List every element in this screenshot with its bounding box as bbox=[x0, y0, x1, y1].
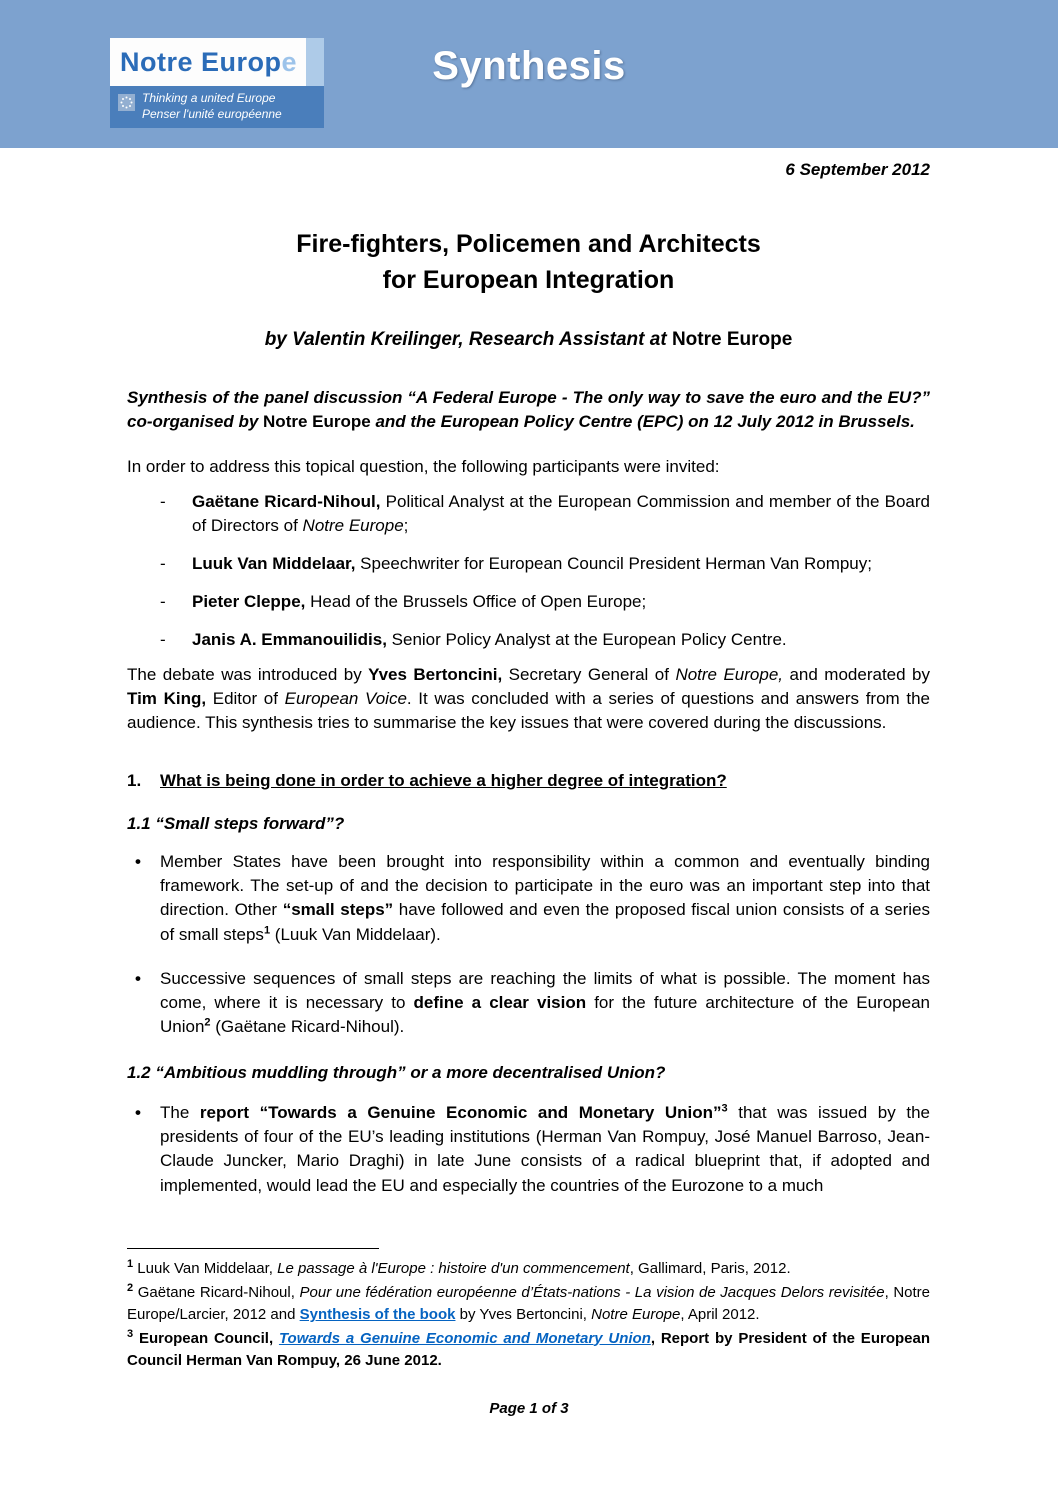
bullet-run: (Luuk Van Middelaar). bbox=[270, 924, 441, 944]
participant-item bbox=[127, 552, 930, 576]
logo-brand-main: Notre Europ bbox=[120, 46, 282, 77]
bullet-run: (Gaëtane Ricard-Nihoul). bbox=[210, 1016, 405, 1036]
debate-name-king: Tim King, bbox=[127, 688, 207, 708]
debate-paragraph bbox=[127, 663, 930, 735]
footnote-2 bbox=[127, 1282, 930, 1327]
participant-item bbox=[127, 590, 930, 614]
bullet-run: have followed and even the proposed fiscal union consists of a series of small steps bbox=[160, 900, 930, 944]
participant-item bbox=[127, 628, 930, 652]
footnote-book-title: Pour une fédération européenne d’États-nations - La vision de Jacques Delors revisitée bbox=[299, 1283, 885, 1301]
footnote-link-synthesis-of-the-book[interactable]: Synthesis of the book bbox=[299, 1306, 456, 1323]
participant-name: Pieter Cleppe, bbox=[192, 592, 306, 612]
list-dash: - bbox=[160, 491, 166, 511]
logo-brand-e: e bbox=[281, 46, 298, 77]
bullet-marker: • bbox=[135, 1103, 141, 1123]
participants-list bbox=[127, 490, 930, 653]
debate-org: Notre Europe, bbox=[675, 664, 784, 684]
footnote-run: by Yves Bertoncini, bbox=[455, 1306, 592, 1323]
document-body bbox=[0, 158, 1058, 1198]
bullet-item-report bbox=[127, 1101, 930, 1198]
bullet-run: Successive sequences of small steps are reaching the limits of what is possible. The moment has come, where it is necessary to bbox=[160, 968, 930, 1012]
intro-paragraph: In order to address this topical question, the following participants were invited: bbox=[127, 456, 720, 476]
footnote-run: Gaëtane Ricard-Nihoul, bbox=[133, 1283, 300, 1301]
footnote-run: , Report by President of the European Council Herman Van Rompuy, 26 June 2012. bbox=[127, 1329, 930, 1369]
bullet-marker: • bbox=[135, 852, 141, 872]
footnotes-section bbox=[127, 1248, 930, 1373]
panel-run-1: Synthesis of the panel discussion “A Federal Europe - The only way to save the euro and the EU?” co-organised by bbox=[127, 387, 930, 431]
document-type-title: Synthesis bbox=[432, 44, 626, 88]
document-title-line1: Fire-fighters, Policemen and Architects bbox=[296, 230, 761, 259]
participant-end: ; bbox=[403, 516, 409, 536]
debate-run: Secretary General of bbox=[502, 664, 676, 684]
byline-text: by Valentin Kreilinger, Research Assistant at bbox=[264, 328, 672, 350]
section-1-heading bbox=[127, 769, 930, 793]
header-banner bbox=[0, 0, 1058, 148]
footnote-ref-1: 1 bbox=[263, 923, 271, 936]
bullet-run: Member States have been brought into responsibility within a common and eventually binding framework. The set-up of and the decision to participate in the euro was an important step into that direction. Other bbox=[160, 852, 930, 920]
participant-role: Senior Policy Analyst at the European Policy Centre. bbox=[386, 630, 787, 650]
participant-org: Notre Europe bbox=[302, 516, 404, 536]
footnote-1-number: 1 bbox=[127, 1258, 134, 1270]
document-title bbox=[127, 226, 930, 299]
participant-role: Political Analyst at the European Commission and member of the Board of Directors of bbox=[192, 491, 930, 536]
footnote-run: , Notre Europe/Larcier, 2012 and bbox=[127, 1283, 931, 1323]
debate-publication: European Voice bbox=[284, 688, 407, 708]
footnote-book-title: Le passage à l'Europe : histoire d'un commencement bbox=[277, 1260, 630, 1277]
participant-name: Luuk Van Middelaar, bbox=[192, 554, 356, 574]
participant-name: Janis A. Emmanouilidis, bbox=[192, 630, 387, 650]
byline bbox=[127, 327, 930, 354]
logo-tagline-fr: Penser l'unité européenne bbox=[142, 106, 282, 121]
list-dash: - bbox=[160, 630, 166, 650]
bullet-emphasis: “small steps” bbox=[282, 900, 394, 920]
panel-org: Notre Europe bbox=[263, 411, 371, 431]
bullet-item-small-steps bbox=[127, 850, 930, 947]
footnote-ref-2: 2 bbox=[204, 1016, 211, 1029]
debate-run: Editor of bbox=[206, 688, 285, 708]
section-1-number: 1. bbox=[127, 770, 142, 790]
bullet-run: that was issued by the presidents of four of the EU’s leading institutions (Herman Van Rompuy, José Manuel Barroso, Jean-Claude Juncker, Mario Draghi) in late June consists of a radical blueprint that, if adopted and implemented, would lead the EU and especially the countries of the Eurozone to a much bbox=[160, 1103, 930, 1195]
footnote-run: , April 2012. bbox=[680, 1306, 760, 1323]
footnote-2-number: 2 bbox=[127, 1281, 134, 1294]
debate-run: . It was concluded with a series of questions and answers from the audience. This synthesis tries to summarise the key issues that were covered during the discussions. bbox=[127, 688, 930, 732]
bullet-run: The bbox=[160, 1103, 200, 1123]
footnote-ref-3: 3 bbox=[721, 1102, 728, 1115]
bullet-run: for the future architecture of the European Union bbox=[160, 992, 930, 1036]
bullet-item-clear-vision bbox=[127, 967, 930, 1039]
footnote-3-number: 3 bbox=[127, 1327, 134, 1340]
participant-item bbox=[127, 490, 930, 538]
logo-tagline-strip bbox=[110, 86, 324, 128]
document-title-line2: for European Integration bbox=[382, 266, 675, 295]
logo-tagline-en: Thinking a united Europe bbox=[142, 91, 276, 105]
eu-flag-icon bbox=[118, 94, 135, 111]
debate-run: and moderated by bbox=[783, 664, 930, 684]
section-1-title: What is being done in order to achieve a higher degree of integration? bbox=[160, 770, 727, 790]
bullet-emphasis: report “Towards a Genuine Economic and Monetary Union” bbox=[199, 1103, 722, 1123]
bullet-emphasis: define a clear vision bbox=[413, 992, 587, 1012]
participant-role: Speechwriter for European Council President Herman Van Rompuy; bbox=[355, 554, 872, 574]
participant-name: Gaëtane Ricard-Nihoul, bbox=[192, 491, 381, 511]
footnote-run: Luuk Van Middelaar, bbox=[133, 1260, 278, 1277]
footnote-separator bbox=[127, 1248, 379, 1249]
subsection-1-1-heading: 1.1 “Small steps forward”? bbox=[127, 814, 345, 834]
debate-run: The debate was introduced by bbox=[127, 664, 369, 684]
bullet-marker: • bbox=[135, 968, 141, 988]
footnote-1 bbox=[127, 1258, 930, 1281]
byline-org: Notre Europe bbox=[671, 328, 793, 350]
document-date: 6 September 2012 bbox=[785, 160, 930, 179]
footnote-link-towards-genuine-emu[interactable]: Towards a Genuine Economic and Monetary Union bbox=[278, 1329, 651, 1347]
panel-description-paragraph bbox=[127, 386, 930, 434]
subsection-1-2-heading: 1.2 “Ambitious muddling through” or a more decentralised Union? bbox=[127, 1063, 666, 1083]
footnote-run: European Council, bbox=[133, 1329, 279, 1347]
list-dash: - bbox=[160, 554, 166, 574]
participant-role: Head of the Brussels Office of Open Europe; bbox=[305, 592, 647, 612]
page-number: Page 1 of 3 bbox=[489, 1400, 569, 1417]
footnote-run: , Gallimard, Paris, 2012. bbox=[629, 1260, 791, 1277]
footnote-org: Notre Europe bbox=[591, 1306, 681, 1323]
panel-run-2: and the European Policy Centre (EPC) on 12 July 2012 in Brussels. bbox=[370, 411, 915, 431]
footnote-3 bbox=[127, 1328, 930, 1373]
list-dash: - bbox=[160, 592, 166, 612]
debate-name-bertoncini: Yves Bertoncini, bbox=[368, 664, 503, 684]
